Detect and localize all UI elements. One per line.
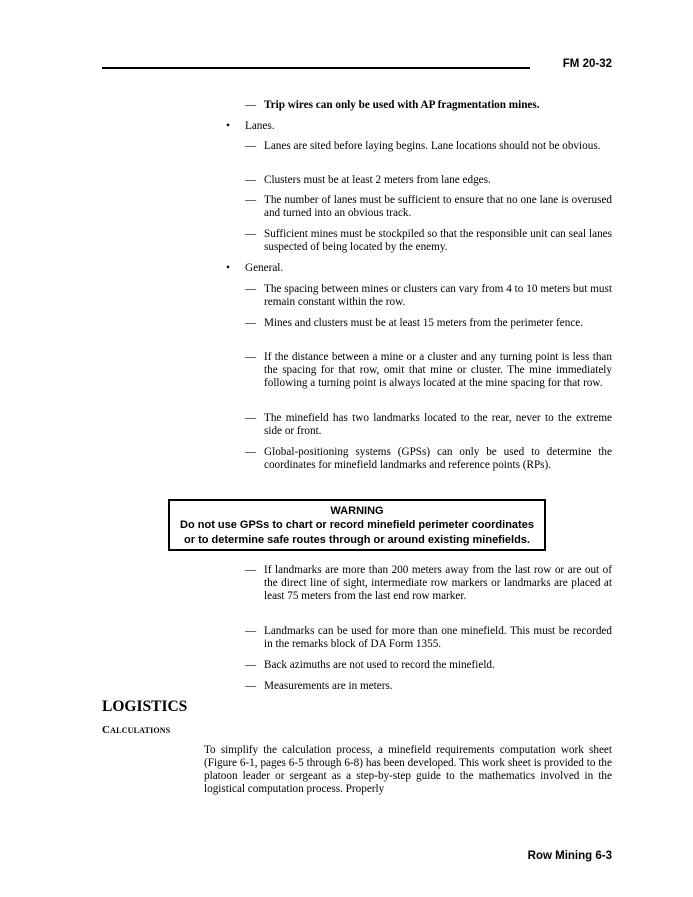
item-text: Landmarks can be used for more than one minefield. This must be recorded in the remarks block of DA Form 1355. <box>264 625 612 650</box>
dash-marker: — <box>245 228 257 240</box>
item-text: The number of lanes must be sufficient to ensure that no one lane is overused and turned into an obvious track. <box>264 194 612 219</box>
dash-marker: — <box>245 140 257 152</box>
list-item <box>245 317 612 330</box>
item-text: Back azimuths are not used to record the minefield. <box>264 659 495 671</box>
warning-box <box>168 499 546 551</box>
list-item <box>245 140 612 153</box>
dash-marker: — <box>245 412 257 424</box>
item-text: The spacing between mines or clusters can vary from 4 to 10 meters but must remain constant within the row. <box>264 283 612 308</box>
bullet-label: General. <box>245 262 284 274</box>
warning-title: WARNING <box>330 505 384 517</box>
list-item <box>245 228 612 254</box>
item-text: Lanes are sited before laying begins. Lane locations should not be obvious. <box>264 140 601 152</box>
item-text: Global-positioning systems (GPSs) can only be used to determine the coordinates for minefield landmarks and reference points (RPs). <box>264 446 612 471</box>
subsection-heading: Calculations <box>102 724 171 736</box>
list-item <box>245 564 612 603</box>
list-item <box>245 625 612 651</box>
item-text: Measurements are in meters. <box>264 680 393 692</box>
bullet-lanes <box>226 120 606 133</box>
bullet-label: Lanes. <box>245 120 275 132</box>
dash-marker: — <box>245 680 257 692</box>
bullet-marker: • <box>226 120 230 132</box>
item-text: Mines and clusters must be at least 15 meters from the perimeter fence. <box>264 317 584 329</box>
header-rule <box>102 67 530 69</box>
list-item <box>245 680 612 693</box>
list-item <box>245 174 612 187</box>
dash-marker: — <box>245 351 257 363</box>
item-text: Trip wires can only be used with AP fragmentation mines. <box>264 99 540 111</box>
body-paragraph: To simplify the calculation process, a minefield requirements computation work sheet (Figure 6-1, pages 6-5 through 6-8) has been developed. This work sheet is provided to the platoon leader or sergeant as a step-by-step guide to the mathematics involved in the logistical computation process. Properly <box>204 744 612 795</box>
list-item <box>245 194 612 220</box>
item-text: Sufficient mines must be stockpiled so that the responsible unit can seal lanes suspected of being located by the enemy. <box>264 228 612 253</box>
item-text: If the distance between a mine or a cluster and any turning point is less than the spacing for that row, omit that mine or cluster. The mine immediately following a turning point is always located at the mine spacing for that row. <box>264 351 612 389</box>
warning-line: or to determine safe routes through or around existing minefields. <box>184 534 530 546</box>
dash-marker: — <box>245 625 257 637</box>
dash-marker: — <box>245 99 257 111</box>
section-heading: LOGISTICS <box>102 698 188 715</box>
item-text: If landmarks are more than 200 meters away from the last row or are out of the direct line of sight, intermediate row markers or landmarks are placed at least 75 meters from the last end row marker. <box>264 564 612 602</box>
page-header-title: FM 20-32 <box>562 58 612 70</box>
dash-marker: — <box>245 659 257 671</box>
dash-marker: — <box>245 283 257 295</box>
bullet-marker: • <box>226 262 230 274</box>
page-footer: Row Mining 6-3 <box>527 850 612 862</box>
list-item <box>245 283 612 309</box>
warning-line: Do not use GPSs to chart or record minefield perimeter coordinates <box>180 519 534 531</box>
list-item <box>245 412 612 438</box>
list-item-trip-wires <box>245 99 612 112</box>
item-text: Clusters must be at least 2 meters from lane edges. <box>264 174 491 186</box>
list-item <box>245 446 612 472</box>
dash-marker: — <box>245 174 257 186</box>
dash-marker: — <box>245 317 257 329</box>
dash-marker: — <box>245 194 257 206</box>
item-text: The minefield has two landmarks located to the rear, never to the extreme side or front. <box>264 412 612 437</box>
dash-marker: — <box>245 446 257 458</box>
list-item <box>245 659 612 672</box>
bullet-general <box>226 262 606 275</box>
dash-marker: — <box>245 564 257 576</box>
list-item <box>245 351 612 390</box>
